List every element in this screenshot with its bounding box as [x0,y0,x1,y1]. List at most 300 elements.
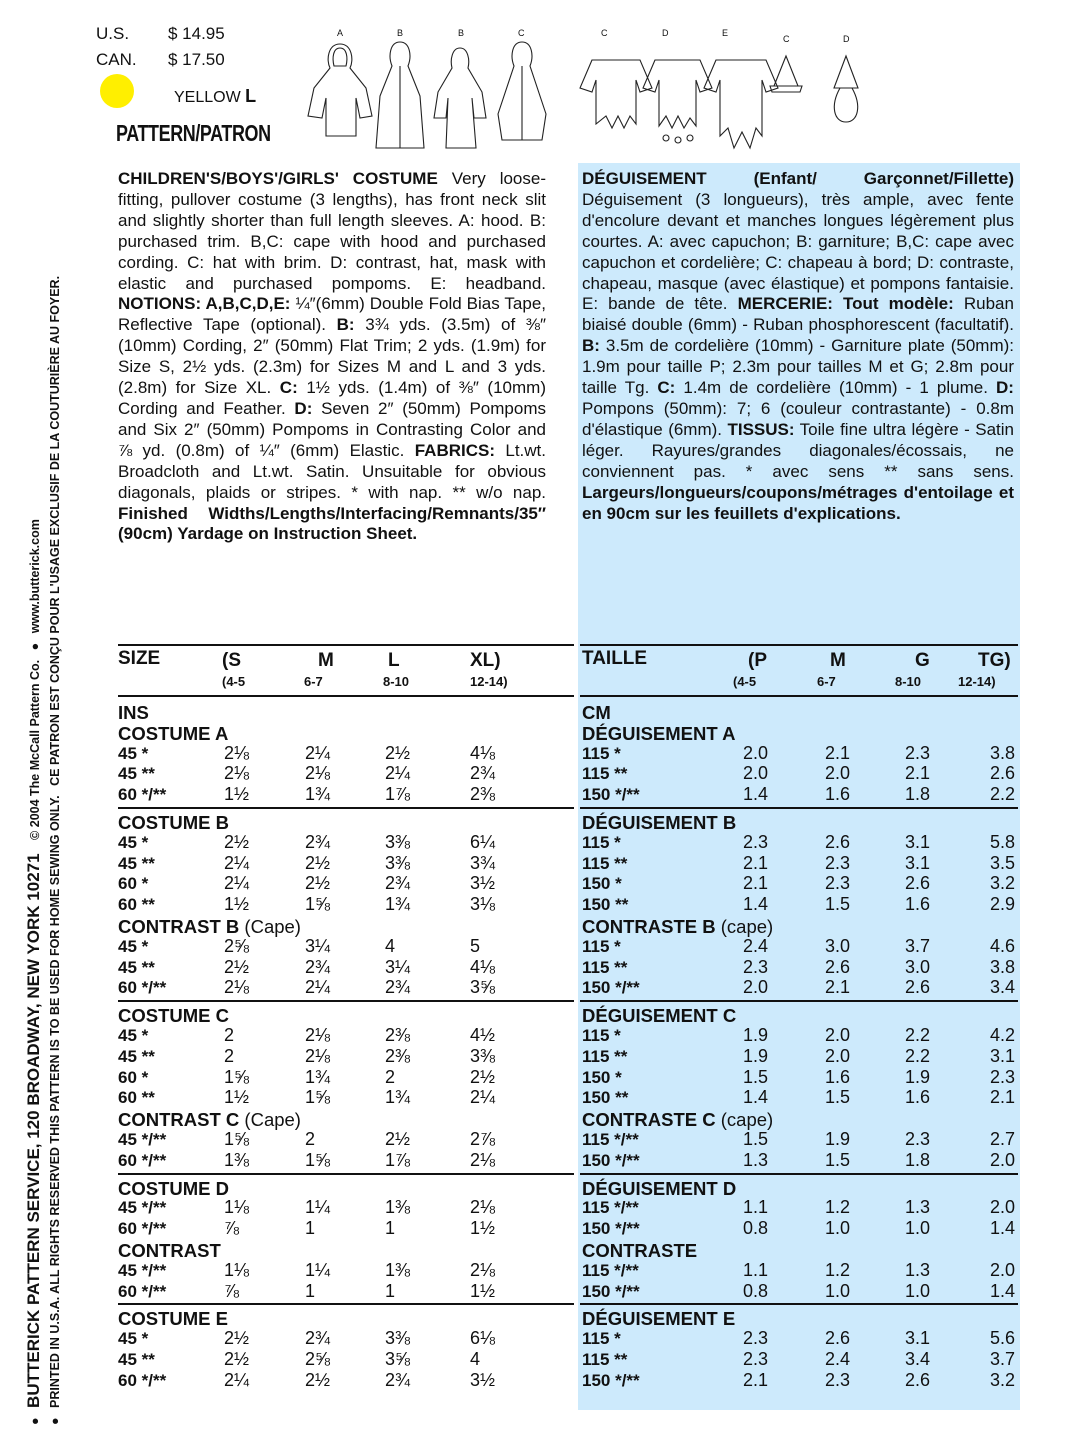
desc-en-d-label: D: [294,398,313,418]
table-cell: 2.1 [904,763,930,784]
table-cell: 3.1 [904,852,930,873]
table_fr-section-title [582,916,773,938]
table-cell: 2.3 [904,1129,930,1149]
table-cell: 1.6 [824,784,850,805]
section-title-text: DÉGUISEMENT C [582,1005,737,1027]
table-cell: 3.8 [989,956,1015,977]
table-cell: 2.0 [824,763,850,784]
table-cell: 2.3 [742,1328,768,1349]
table-cell: 1.5 [742,1066,768,1087]
table-cell: 1½ [224,894,250,915]
table_fr-size-2: G [915,650,930,671]
section-title-text: CONTRASTE B [582,916,716,937]
desc-fr-mercerie-label: MERCERIE: Tout modèle: [737,294,954,314]
section-subtitle: (Cape) [239,916,301,937]
table-cell: 2.1 [824,742,850,763]
table-cell: 1.8 [904,1149,930,1170]
table_fr-group-rule [580,1173,1018,1175]
description-french [582,169,1014,524]
row-label: 60 */** [118,1150,167,1170]
table-cell: 3⅝ [470,977,496,998]
table-cell: 2½ [224,1328,250,1349]
table_en-header-rule [118,695,574,697]
desc-en-fabrics-label: FABRICS: [414,440,496,460]
row-label: 150 * [582,874,622,894]
table-cell: 1⅝ [305,1087,331,1108]
table-cell: 1⅜ [224,1149,250,1170]
table-cell: 2.2 [904,1045,930,1066]
desc-fr-c-text: 1.4m de cordelière (10mm) - 1 plume. [683,378,988,398]
table_fr-range-1: 6-7 [817,674,836,689]
table_fr-section-title [582,812,736,834]
table_fr-size-label: TAILLE [582,648,648,669]
table-cell: 2.1 [742,1369,768,1390]
row-label: 45 ** [118,957,155,977]
section-title-text: COSTUME A [118,722,229,744]
table_en-range-0: (4-5 [222,674,246,689]
table_fr-header-rule [580,695,1018,697]
table-cell: 2⅞ [470,1129,496,1149]
row-label: 45 * [118,832,149,852]
table-cell: 0.8 [742,1218,768,1239]
table-cell: 1.3 [742,1149,768,1170]
desc-fr-d-text: Pompons (50mm): 7; 6 (couleur contrastante) - 0.8m d'élastique (6mm). [582,398,1014,439]
table-cell: 1.4 [742,784,768,805]
row-label: 45 * [118,743,149,763]
table-cell: 2.0 [989,1149,1015,1170]
table_en-range-1: 6-7 [304,674,323,689]
desc-en-c-label: C: [279,378,298,398]
row-label: 115 * [582,1329,621,1349]
table-cell: ⅞ [224,1280,240,1301]
row-label: 115 * [582,936,621,956]
table-cell: 1.5 [742,1129,768,1149]
row-label: 60 ** [118,895,155,915]
table-cell: 1.6 [904,894,930,915]
table_fr-section-title [582,1109,773,1131]
table-cell: 1¼ [305,1197,331,1218]
table-cell: 1 [385,1218,396,1239]
table-cell: 2.2 [989,784,1015,805]
table-cell: 3.0 [904,956,930,977]
table-cell: 5 [470,935,481,956]
table-cell: 5.8 [989,831,1015,852]
row-label: 45 * [118,1329,149,1349]
color-code [174,86,256,107]
table-cell: 1.4 [742,894,768,915]
table-cell: 2½ [385,1129,411,1149]
table-cell: 4 [385,935,396,956]
table_en-group-rule [118,807,574,809]
table-cell: 3.4 [989,977,1015,998]
row-label: 150 */** [582,1219,640,1239]
table-cell: 3.2 [989,873,1015,894]
table_fr-range-0: (4-5 [733,674,757,689]
row-label: 150 ** [582,1088,629,1108]
section-title-text: CONTRAST [118,1240,221,1261]
desc-fr-d-label: D: [996,378,1014,398]
section-title-text: DÉGUISEMENT B [582,812,737,833]
table_en-size-3: XL) [470,650,501,671]
table-cell: 2.0 [742,763,768,784]
table-cell: 2.0 [742,977,768,998]
table_en-section-title [118,916,301,938]
section-title-text: COSTUME E [118,1308,228,1330]
table_fr-size-0: (P [748,650,767,671]
desc-en-d-text: Seven 2″ (50mm) Pompoms and Six 2″ (50mm) Pompoms in Contrasting Color and ⅞ yd. (0.8m) of ¼″ (6mm) Elastic. [118,398,546,460]
table_fr-section-title [582,1178,736,1200]
table_en-size-1: M [318,650,334,671]
sidebar-bullet: ● [28,1417,42,1425]
table-cell: 2⅛ [305,1025,331,1045]
table-cell: 2⅛ [470,1259,496,1280]
table_en-range-2: 8-10 [383,674,410,689]
table-cell: 1.9 [904,1066,930,1087]
desc-en-fabrics-text: Lt.wt. Broadcloth and Lt.wt. Satin. Unsuitable for obvious diagonals, plaids or stripes. * with nap. ** w/o nap. [118,440,546,502]
table-cell: 3⅝ [385,1349,411,1369]
table-cell: 1.5 [824,1087,850,1108]
row-label: 115 * [582,743,621,763]
table-cell: 2⅝ [305,1349,331,1369]
table-cell: 1¼ [305,1259,331,1280]
row-label: 60 * [118,1067,149,1087]
row-label: 60 * [118,874,149,894]
table-cell: 2¼ [470,1087,496,1108]
desc-fr-intro: Déguisement (3 longueurs), très ample, avec fente d'encolure devant et manches longues légèrement plus courtes. A: avec capuchon; B: garniture; B,C: cape avec capuchon et cordelière; C: chapeau à bord; D: contraste, chapeau, masque (avec élastique) et pompons fantaisie. E: bande de tête. [582,189,1014,314]
desc-fr-finished: Largeurs/longueurs/coupons/métrages d'entoilage et en 90cm sur les feuillets d'explications. [582,482,1014,523]
table-cell: 1.0 [904,1280,930,1301]
view-letter-c: C [518,28,525,38]
row-label: 115 ** [582,764,628,784]
table_fr-range-2: 8-10 [895,674,922,689]
table-cell: 1.5 [824,894,850,915]
table-cell: 1⅞ [385,1149,411,1170]
table-cell: 2½ [470,1066,496,1087]
sidebar-printed-en: PRINTED IN U.S.A. ALL RIGHTS RESERVED THIS PATTERN IS TO BE USED FOR HOME SEWING ONLY. [48,795,62,1408]
table-cell: 2.4 [824,1349,850,1369]
row-label: 60 */** [118,1219,167,1239]
table-cell: 2.6 [904,1369,930,1390]
row-label: 60 ** [118,1088,155,1108]
table-cell: 1.2 [824,1197,850,1218]
desc-en-notions-label: NOTIONS: A,B,C,D,E: [118,294,291,314]
table-cell: 2.3 [742,956,768,977]
desc-en-notions-text: ¼″(6mm) Double Fold Bias Tape, Reflective Tape (optional). [118,294,547,335]
table-cell: 2¼ [385,763,411,784]
table-cell: 2.2 [904,1025,930,1045]
table-cell: 3.1 [904,1328,930,1349]
table_fr-top-rule [580,644,1018,646]
table_en-group-rule [118,1173,574,1175]
table-cell: 4½ [470,1025,496,1045]
table-cell: 3⅜ [385,852,411,873]
table-cell: 1.9 [742,1045,768,1066]
table-cell: 1.2 [824,1259,850,1280]
row-label: 115 ** [582,957,628,977]
desc-en-finished: Finished Widths/Lengths/Interfacing/Remnants/35″ (90cm) Yardage on Instruction Sheet. [118,503,546,544]
table-cell: 2⅛ [305,763,331,784]
table-cell: 2¼ [305,742,331,763]
row-label: 45 ** [118,853,155,873]
table-cell: 2.9 [989,894,1015,915]
row-label: 150 * [582,1067,622,1087]
view-letter-a: A [337,28,344,38]
table-cell: 2.4 [742,935,768,956]
row-label: 60 */** [118,785,167,805]
section-title-text: CONTRASTE C [582,1109,716,1131]
table-cell: 1 [305,1218,316,1239]
table-cell: 2½ [385,742,411,763]
table-cell: 1.6 [904,1087,930,1108]
table-cell: 1.8 [904,784,930,805]
table-cell: 2½ [224,1349,250,1369]
color-letter: L [245,86,257,106]
view-letter-c2: C [601,28,608,38]
row-label: 115 */** [582,1260,639,1280]
table-cell: 3⅜ [470,1045,496,1066]
table_en-section-title [118,1109,301,1131]
section-subtitle: (cape) [715,1109,774,1131]
desc-en-intro: Very loose-fitting, pullover costume (3 lengths), has front neck slit and slightly shorter than full length sleeves. A: hood. B: purchased trim. B,C: cape with hood and purchased cording. C: hat with brim. D: contrast, hat, mask with elastic and purchased pompoms. E: headband. [118,169,546,293]
table-cell: 2⅛ [305,1045,331,1066]
row-label: 150 */** [582,1150,640,1170]
table-cell: 2.0 [742,742,768,763]
table-cell: 2.3 [742,1349,768,1369]
can-price-label: CAN. [96,50,137,69]
table-cell: 2.0 [989,1197,1015,1218]
can-price-value: $ 17.50 [168,50,225,69]
table-cell: 2 [305,1129,316,1149]
sidebar-address: BUTTERICK PATTERN SERVICE, 120 BROADWAY, NEW YORK 10271 [24,853,43,1408]
table-cell: 3.8 [989,742,1015,763]
table-cell: 1.3 [904,1259,930,1280]
table-cell: 2⅜ [470,784,496,805]
table-cell: 3⅜ [385,831,411,852]
table-cell: 2¾ [385,873,411,894]
view-letter-e: E [722,28,729,38]
table-cell: 2.6 [824,956,850,977]
table_fr-group-rule [580,1000,1018,1002]
table-cell: 3¼ [385,956,411,977]
table-cell: 3½ [470,1369,496,1390]
table_fr-section-title [582,723,736,745]
table-cell: 6⅛ [470,1328,496,1349]
table_en-group-rule [118,1000,574,1002]
section-title-text: DÉGUISEMENT A [582,722,736,744]
row-label: 115 ** [582,853,628,873]
table-cell: 3.4 [904,1349,930,1369]
table-cell: 3.5 [989,852,1015,873]
table-cell: 4.6 [989,935,1015,956]
table-cell: 1¾ [385,894,411,915]
row-label: 115 ** [582,1046,628,1066]
table-cell: 2.6 [904,977,930,998]
table-cell: 3.2 [989,1369,1015,1390]
table-cell: 2.3 [824,1369,850,1390]
table-cell: 2⅛ [224,742,250,763]
desc-fr-b-text: 3.5m de cordelière (10mm) - Garniture plate (50mm): 1.9m pour taille P; 2.3m pour tailles M et G; 2.8m pour taille Tg. [582,336,1014,398]
row-label: 45 ** [118,1046,155,1066]
table-cell: 2⅛ [224,763,250,784]
description-english [118,169,546,545]
table-cell: 2 [385,1066,396,1087]
table-cell: 2⅛ [470,1197,496,1218]
table-cell: 2¼ [305,977,331,998]
table-cell: 3.1 [904,831,930,852]
view-letter-b: B [397,28,404,38]
desc-en-b-text: 3¾ yds. (3.5m) of ⅜″ (10mm) Cording, 2″ (50mm) Flat Trim; 2 yds. (1.9m) for Size S, 2½ yds. (2.3m) for Sizes M and L and 3 yds. (2.8m) for Size XL. [118,315,546,398]
table-cell: 1⅞ [385,784,411,805]
row-label: 45 ** [118,764,155,784]
table-cell: 2.6 [824,831,850,852]
table-cell: 4⅛ [470,742,496,763]
desc-en-b-label: B: [336,315,355,335]
table-cell: 2½ [224,956,250,977]
table-cell: 1⅜ [385,1197,411,1218]
table-cell: 0.8 [742,1280,768,1301]
table-cell: 1.4 [989,1218,1015,1239]
table-cell: 2¾ [470,763,496,784]
table-cell: 1.4 [742,1087,768,1108]
desc-fr-mercerie-text: Ruban biaisé double (6mm) - Ruban phosphorescent (facultatif). [582,294,1014,335]
table-cell: 2 [224,1025,235,1045]
table-cell: 2.3 [989,1066,1015,1087]
section-title-text: CONTRASTE [582,1240,698,1261]
table-cell: 1.0 [824,1280,850,1301]
table-cell: 3⅛ [470,894,496,915]
section-title-text: CONTRAST C [118,1109,240,1131]
section-subtitle: (Cape) [239,1109,301,1131]
table-cell: 1⅝ [305,894,331,915]
table-cell: 2.3 [824,852,850,873]
table-cell: 3⅜ [385,1328,411,1349]
row-label: 60 */** [118,1370,167,1390]
table-cell: 2.1 [989,1087,1015,1108]
table-cell: 2 [224,1045,235,1066]
table_en-size-2: L [388,650,400,671]
row-label: 45 */** [118,1198,167,1218]
row-label: 150 ** [582,895,629,915]
table_en-unit: INS [118,702,149,723]
table-cell: ⅞ [224,1218,240,1239]
table-cell: 1.1 [742,1259,768,1280]
sidebar-copyright: © 2004 The McCall Pattern Co. [28,659,42,840]
table_en-group-rule [118,1303,574,1305]
row-label: 150 */** [582,785,640,805]
view-letter-c3: C [783,34,790,44]
row-label: 115 ** [582,1350,628,1369]
table-cell: 4⅛ [470,956,496,977]
table-cell: 2.1 [824,977,850,998]
table_en-section-title [118,812,229,834]
table_en-section-title [118,1308,228,1330]
table-cell: 2⅝ [224,935,250,956]
table_fr-section-title [582,1005,736,1027]
table-cell: 4.2 [989,1025,1015,1045]
desc-en-title: CHILDREN'S/BOYS'/GIRLS' COSTUME [118,169,438,188]
row-label: 45 */** [118,1260,167,1280]
table-cell: 3.0 [824,935,850,956]
table-cell: 1⅝ [224,1066,250,1087]
table-cell: 3.7 [989,1349,1015,1369]
table_fr-unit: CM [582,702,611,723]
table_en-size-0: (S [222,650,241,671]
table_en-range-3: 12-14) [470,674,508,689]
view-sketches [300,26,870,154]
costume-sketches-icon [300,36,870,154]
table-cell: 3¼ [305,935,331,956]
table_en-section-title [118,723,228,745]
table_fr-section-title [582,1308,735,1330]
table-cell: 3¾ [470,852,496,873]
row-label: 150 */** [582,978,640,998]
table-cell: 1⅜ [385,1259,411,1280]
table-cell: 1.9 [824,1129,850,1149]
row-label: 45 * [118,1026,149,1045]
table-cell: 2¾ [305,956,331,977]
table-cell: 1.6 [824,1066,850,1087]
table-cell: 3.1 [989,1045,1015,1066]
row-label: 115 */** [582,1130,639,1149]
table-cell: 1.3 [904,1197,930,1218]
table-cell: 2.3 [742,831,768,852]
table_fr-size-1: M [830,650,846,671]
table-cell: 1.9 [742,1025,768,1045]
row-label: 150 */** [582,1281,640,1301]
table-cell: 1⅛ [224,1197,250,1218]
color-name: YELLOW [174,89,241,106]
desc-fr-c-label: C: [657,378,676,398]
table-cell: 1 [305,1280,316,1301]
table-cell: 1½ [470,1280,496,1301]
table-cell: 2¼ [224,1369,250,1390]
table_en-top-rule [118,644,574,646]
table-cell: 1.4 [989,1280,1015,1301]
table-cell: 2⅜ [385,1045,411,1066]
section-title-text: COSTUME D [118,1177,229,1199]
table-cell: 3½ [470,873,496,894]
table-cell: 1.0 [904,1218,930,1239]
row-label: 45 ** [118,1350,155,1369]
table-cell: 2.1 [742,852,768,873]
section-subtitle: (cape) [715,916,774,937]
table-cell: 1.0 [824,1218,850,1239]
table-cell: 2¾ [385,1369,411,1390]
table_en-section-title [118,1178,229,1200]
section-title-text: CONTRAST B [118,916,240,937]
table-cell: 2.0 [989,1259,1015,1280]
table-cell: 1 [385,1280,396,1301]
view-letter-b2: B [458,28,465,38]
sidebar-bullet-2: ● [48,1417,62,1425]
view-letter-d2: D [843,34,850,44]
table_en-section-title [118,1240,221,1262]
table-cell: 1½ [224,784,250,805]
us-price-value: $ 14.95 [168,24,225,43]
table-cell: 2½ [224,831,250,852]
table-cell: 2⅜ [385,1025,411,1045]
table-cell: 2¾ [305,831,331,852]
table-cell: 2.3 [904,742,930,763]
table-cell: 1¾ [305,784,331,805]
table-cell: 2.0 [824,1025,850,1045]
table-cell: 2¾ [385,977,411,998]
row-label: 45 */** [118,1130,167,1149]
table-cell: 2⅛ [224,977,250,998]
section-title-text: COSTUME B [118,812,229,833]
table-cell: 1.5 [824,1149,850,1170]
yellow-color-dot-icon [100,74,134,108]
